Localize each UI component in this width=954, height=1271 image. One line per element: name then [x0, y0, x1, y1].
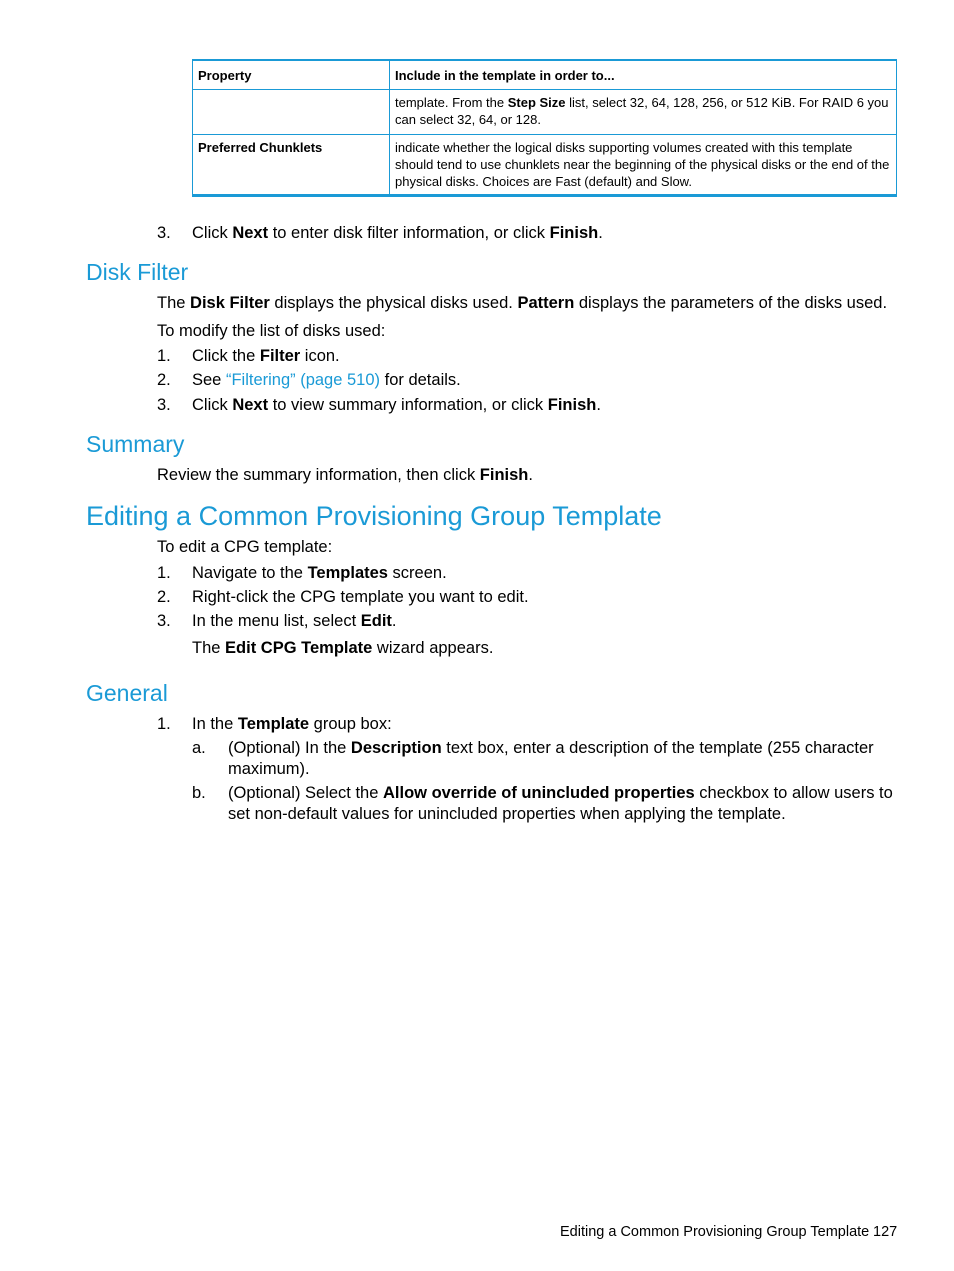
sublist-item-continued: maximum).: [228, 760, 310, 778]
table-header-row: [193, 60, 897, 90]
text: wizard appears.: [372, 639, 494, 657]
list-item: [192, 394, 601, 416]
text: .: [528, 466, 533, 484]
bold-text: Allow override of unincluded properties: [383, 784, 695, 802]
text: displays the parameters of the disks used.: [574, 294, 888, 312]
page-number: 127: [873, 1224, 898, 1240]
bold-text: Finish: [549, 224, 599, 242]
text: The: [157, 294, 191, 312]
text: .: [598, 224, 603, 242]
text: group box:: [309, 715, 392, 733]
sublist-item: [228, 737, 874, 759]
text: Click: [192, 396, 233, 414]
list-number: 3.: [157, 224, 171, 242]
bold-text: Disk Filter: [190, 294, 270, 312]
table-cell-property: [193, 90, 390, 135]
text: for details.: [380, 371, 461, 389]
paragraph: [157, 292, 887, 314]
section-heading-disk-filter: Disk Filter: [86, 259, 189, 285]
text: icon.: [300, 347, 340, 365]
text: .: [391, 612, 397, 630]
bold-text: Template: [237, 715, 310, 733]
list-item: [192, 345, 340, 367]
cell-bold: Step Size: [507, 95, 566, 110]
text: .: [596, 396, 601, 414]
text: (Optional) In the: [228, 739, 351, 757]
table-row: [193, 135, 897, 196]
text: (Optional) Select the: [228, 784, 383, 802]
paragraph: [157, 464, 533, 486]
list-number: 2.: [157, 588, 171, 606]
list-number: 3.: [157, 612, 171, 630]
text: In the menu list, select: [192, 612, 361, 630]
bold-text: Templates: [307, 564, 388, 582]
bold-text: Next: [232, 396, 269, 414]
text: Click: [192, 224, 233, 242]
paragraph: To edit a CPG template:: [157, 538, 333, 556]
text: to view summary information, or click: [268, 396, 548, 414]
cell-text: list, select 32, 64, 128, 256, or 512 KiB. For RAID 6 you can select 32, 64, or 128.: [395, 95, 889, 127]
bold-text: Edit CPG Template: [225, 639, 373, 657]
bold-text: Description: [350, 739, 442, 757]
filtering-link[interactable]: “Filtering” (page 510): [225, 371, 381, 389]
list-item: [192, 562, 447, 584]
text: Click the: [192, 347, 260, 365]
bold-text: Filter: [259, 347, 301, 365]
text: checkbox to allow users to: [694, 784, 893, 802]
paragraph: To modify the list of disks used:: [157, 322, 386, 340]
list-number: 3.: [157, 396, 171, 414]
sublist-letter: a.: [192, 739, 206, 757]
column-header-property: Property: [193, 60, 390, 90]
column-header-include: Include in the template in order to...: [390, 60, 897, 90]
list-item: [192, 713, 392, 735]
property-table: [192, 59, 897, 197]
text: See: [192, 371, 226, 389]
section-heading-editing-cpg-template: Editing a Common Provisioning Group Template: [86, 501, 662, 531]
sublist-item: [228, 782, 893, 804]
list-number: 2.: [157, 371, 171, 389]
table-cell-description: [390, 90, 897, 135]
text: to enter disk filter information, or click: [268, 224, 550, 242]
section-heading-summary: Summary: [86, 431, 185, 457]
text: screen.: [387, 564, 447, 582]
text: text box, enter a description of the template (255 character: [441, 739, 874, 757]
sublist-letter: b.: [192, 784, 206, 802]
list-item: [192, 610, 397, 632]
footer-title: Editing a Common Provisioning Group Template: [560, 1224, 870, 1240]
bold-text: Finish: [547, 396, 597, 414]
cell-text: template. From the: [395, 95, 508, 110]
text: In the: [192, 715, 238, 733]
text: Right-click the CPG template you want to edit.: [192, 588, 529, 606]
list-number: 1.: [157, 347, 171, 365]
bold-text: Next: [232, 224, 269, 242]
step-result: [192, 637, 493, 659]
text: The: [192, 639, 226, 657]
bold-text: Edit: [360, 612, 392, 630]
text: Review the summary information, then click: [157, 466, 480, 484]
bold-text: Pattern: [517, 294, 575, 312]
list-number: 1.: [157, 715, 171, 733]
section-heading-general: General: [86, 680, 168, 706]
list-item: [192, 586, 529, 608]
list-number: 1.: [157, 564, 171, 582]
table-cell-property: Preferred Chunklets: [193, 135, 390, 196]
list-item: [192, 369, 461, 391]
sublist-item-continued: set non-default values for unincluded properties when applying the template.: [228, 805, 786, 823]
text: Navigate to the: [192, 564, 308, 582]
list-item: [192, 222, 603, 244]
table-row: [193, 90, 897, 135]
text: displays the physical disks used.: [269, 294, 518, 312]
bold-text: Finish: [479, 466, 529, 484]
table-cell-description: indicate whether the logical disks supporting volumes created with this template should tend to use chunklets near the beginning of the physical disks or the end of the physical disks. Choices are Fast (default) and Slow.: [390, 135, 897, 196]
